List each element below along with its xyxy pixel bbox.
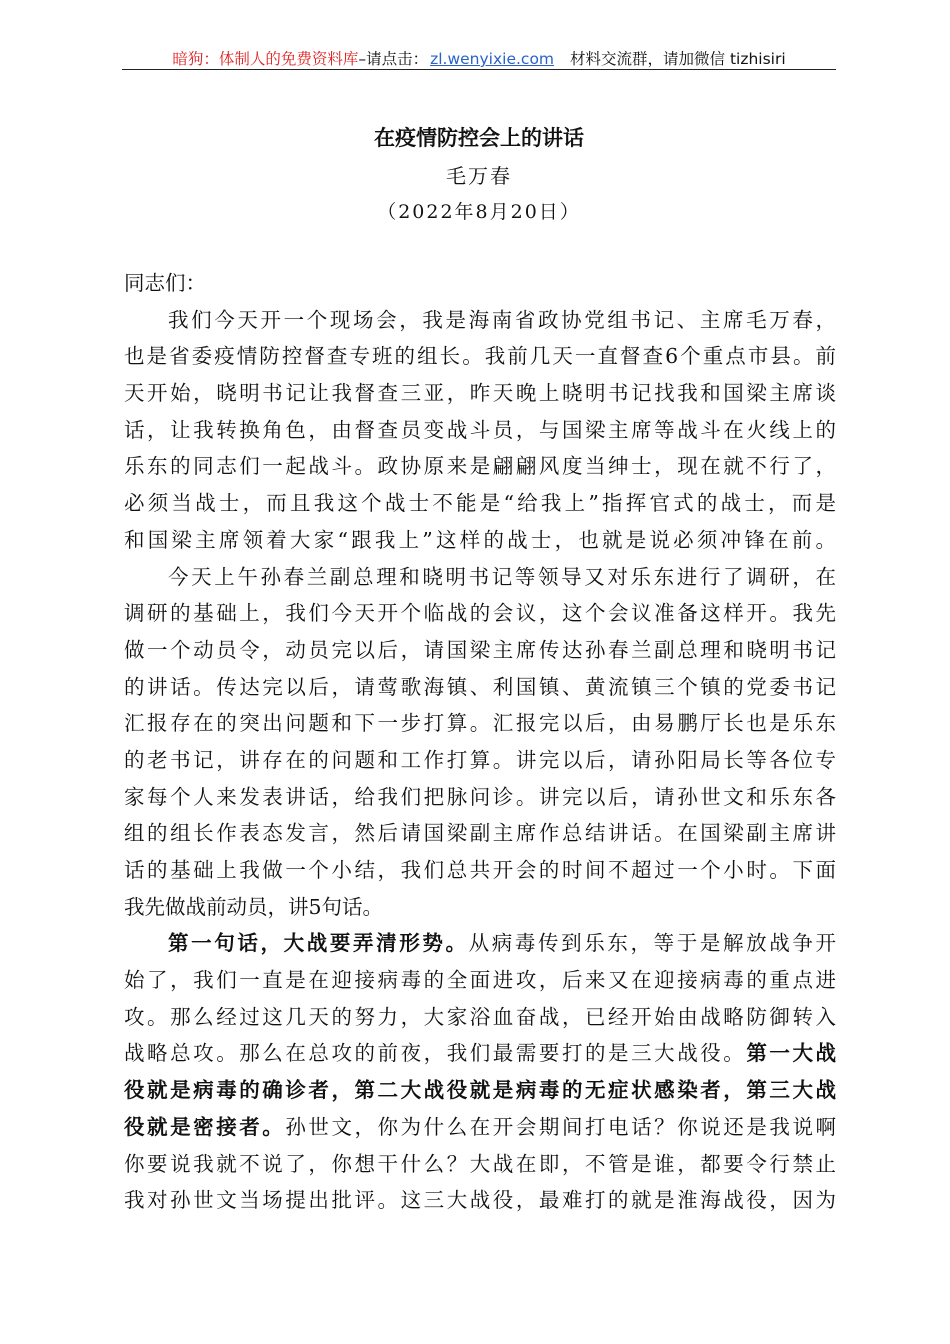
text-line: [124, 485, 836, 522]
header-prompt: –请点击：: [358, 50, 429, 68]
text-line: [124, 412, 836, 449]
text-line: [124, 999, 836, 1036]
text-segment: 的讲话。传达完以后，请莺歌海镇、利国镇、黄流镇三个镇的党委书记: [124, 674, 836, 699]
text-line: [124, 448, 836, 485]
document-date: （2022年8月20日）: [377, 201, 581, 223]
text-line: [124, 1146, 836, 1183]
document-author: 毛万春: [446, 164, 512, 188]
text-line: [124, 375, 836, 412]
header-link[interactable]: zl.wenyixie.com: [430, 50, 555, 68]
text-segment: 天开始，晓明书记让我督查三亚，昨天晚上晓明书记找我和国梁主席谈: [124, 381, 836, 406]
text-segment: 话的基础上我做一个小结，我们总共开会的时间不超过一个小时。下面: [124, 858, 836, 882]
text-line: [124, 302, 836, 339]
text-line: [124, 1072, 836, 1109]
text-segment: 家每个人来发表讲话，给我们把脉问诊。讲完以后，请孙世文和乐东各: [124, 784, 836, 809]
text-segment: 乐东的同志们一起战斗。政协原来是翩翩风度当绅士，现在就不行了，: [124, 454, 836, 479]
text-line: [124, 852, 836, 889]
text-line: [124, 1035, 836, 1072]
text-segment: 组的组长作表态发言，然后请国梁副主席作总结讲话。在国梁副主席讲: [124, 821, 836, 846]
text-line: [124, 1182, 836, 1219]
text-segment: 我先做战前动员，讲5句话。: [124, 894, 384, 919]
text-line: [124, 962, 836, 999]
text-line: [124, 925, 836, 962]
text-line: [124, 595, 836, 632]
document-title: 在疫情防控会上的讲话: [374, 125, 584, 150]
text-segment: 调研的基础上，我们今天开个临战的会议，这个会议准备这样开。我先: [124, 601, 836, 626]
bold-text: 第一句话，大战要弄清形势。: [168, 931, 469, 956]
text-line: [124, 632, 836, 669]
text-line: [124, 1109, 836, 1146]
text-segment: 话，让我转换角色，由督查员变战斗员，与国梁主席等战斗在火线上的: [124, 417, 836, 442]
text-line: [124, 265, 836, 302]
text-segment: 的老书记，讲存在的问题和工作打算。讲完以后，请孙阳局长等各位专: [124, 747, 836, 772]
document-body: [124, 265, 836, 1219]
text-segment: 从病毒传到乐东，等于是解放战争开: [468, 931, 836, 956]
text-segment: 今天上午孙春兰副总理和晓明书记等领导又对乐东进行了调研，在: [168, 564, 836, 589]
text-line: [124, 559, 836, 596]
text-line: [124, 889, 836, 926]
text-segment: 你要说我就不说了，你想干什么？大战在即，不管是谁，都要令行禁止: [124, 1151, 836, 1176]
text-line: [124, 705, 836, 742]
header-divider: [122, 69, 836, 70]
text-line: [124, 522, 836, 559]
text-segment: 也是省委疫情防控督查专班的组长。我前几天一直督查6个重点市县。前: [124, 344, 836, 369]
header-contact: 材料交流群，请加微信 tizhisiri: [570, 50, 786, 68]
text-segment: 汇报存在的突出问题和下一步打算。汇报完以后，由易鹏厅长也是乐东: [124, 711, 836, 736]
text-segment: 始了，我们一直是在迎接病毒的全面进攻，后来又在迎接病毒的重点进: [124, 968, 836, 993]
text-segment: 必须当战士，而且我这个战士不能是“给我上”指挥官式的战士，而是: [124, 491, 836, 516]
text-segment: 孙世文，你为什么在开会期间打电话？你说还是我说啊: [285, 1114, 837, 1139]
text-segment: 我们今天开一个现场会，我是海南省政协党组书记、主席毛万春，: [168, 307, 836, 332]
text-segment: 同志们：: [124, 271, 206, 295]
text-line: [124, 669, 836, 706]
text-segment: 做一个动员令，动员完以后，请国梁主席传达孙春兰副总理和晓明书记: [124, 637, 836, 662]
text-segment: 和国梁主席领着大家“跟我上”这样的战士，也就是说必须冲锋在前。: [124, 527, 836, 552]
bold-text: 第一大战: [746, 1041, 837, 1066]
text-segment: 战略总攻。那么在总攻的前夜，我们最需要打的是三大战役。: [124, 1041, 747, 1066]
text-segment: 攻。那么经过这几天的努力，大家浴血奋战，已经开始由战略防御转入: [124, 1004, 836, 1029]
bold-text: 役就是密接者。: [124, 1114, 286, 1139]
text-segment: 我对孙世文当场提出批评。这三大战役，最难打的就是淮海战役，因为: [124, 1188, 836, 1213]
page-header: [122, 47, 836, 69]
bold-text: 役就是病毒的确诊者，第二大战役就是病毒的无症状感染者，第三大战: [124, 1078, 836, 1103]
text-line: [124, 779, 836, 816]
text-line: [124, 742, 836, 779]
header-promo-text: 暗狗：体制人的免费资料库: [172, 50, 359, 68]
text-line: [124, 338, 836, 375]
text-line: [124, 815, 836, 852]
